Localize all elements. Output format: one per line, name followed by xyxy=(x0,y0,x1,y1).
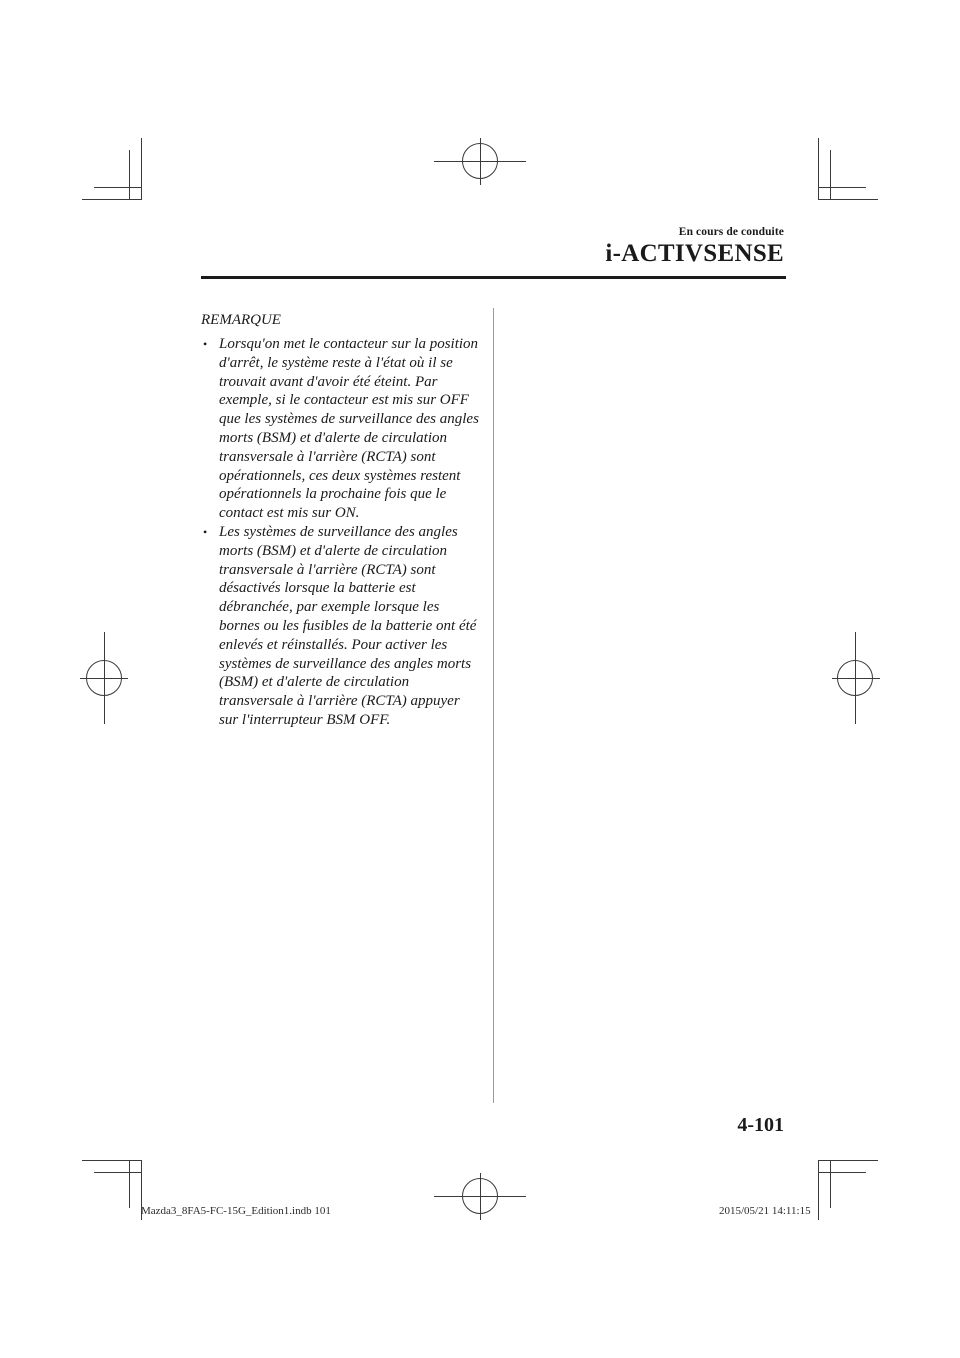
header-divider xyxy=(201,276,786,279)
crop-mark-line xyxy=(94,1172,142,1173)
crop-mark-line xyxy=(129,150,130,200)
registration-mark-circle xyxy=(86,660,122,696)
crop-mark-line xyxy=(818,199,878,200)
column-divider xyxy=(493,308,494,1103)
page-title: i-ACTIVSENSE xyxy=(605,240,784,267)
crop-mark-line xyxy=(818,1172,866,1173)
crop-mark-line xyxy=(818,138,819,200)
crop-mark-line xyxy=(818,1160,878,1161)
crop-mark-line xyxy=(141,138,142,200)
page-number: 4-101 xyxy=(737,1114,784,1136)
footer-filename: Mazda3_8FA5-FC-15G_Edition1.indb 101 xyxy=(141,1205,331,1217)
section-label: En cours de conduite xyxy=(678,226,784,238)
crop-mark-line xyxy=(82,199,142,200)
bullet-icon: • xyxy=(203,337,208,351)
crop-mark-line xyxy=(818,1160,819,1220)
crop-mark-line xyxy=(818,187,866,188)
note-list xyxy=(201,335,479,730)
list-item-text: Lorsqu'on met le contacteur sur la position d'arrêt, le système reste à l'état où il se trouvait avant d'avoir été éteint. Par exemple, si le contacteur est mis sur OFF que les systèmes de surveillance des angles morts (BSM) et d'alerte de circulation transversale à l'arrière (RCTA) sont opérationnels, ces deux systèmes restent opérationnels la prochaine fois que le contact est mis sur ON. xyxy=(219,336,479,522)
bullet-icon: • xyxy=(203,524,208,539)
crop-mark-line xyxy=(830,150,831,200)
registration-mark-circle xyxy=(462,1178,498,1214)
crop-mark-line xyxy=(82,1160,142,1161)
registration-mark-circle xyxy=(462,143,498,179)
note-heading: REMARQUE xyxy=(201,312,281,328)
crop-mark-line xyxy=(129,1160,130,1208)
footer-timestamp: 2015/05/21 14:11:15 xyxy=(719,1205,811,1217)
crop-mark-line xyxy=(830,1160,831,1208)
list-item xyxy=(201,523,479,730)
registration-mark-circle xyxy=(837,660,873,696)
crop-mark-line xyxy=(94,187,142,188)
list-item-text: Les systèmes de surveillance des angles morts (BSM) et d'alerte de circulation transversale à l'arrière (RCTA) sont désactivés lorsque la batterie est débranchée, par exemple lorsque les bornes ou les fusibles de la batterie ont été enlevés et réinstallés. Pour activer les systèmes de surveillance des angles morts (BSM) et d'alerte de circulation transversale à l'arrière (RCTA) appuyer sur l'interrupteur BSM OFF. xyxy=(219,523,477,728)
list-item xyxy=(201,335,479,523)
